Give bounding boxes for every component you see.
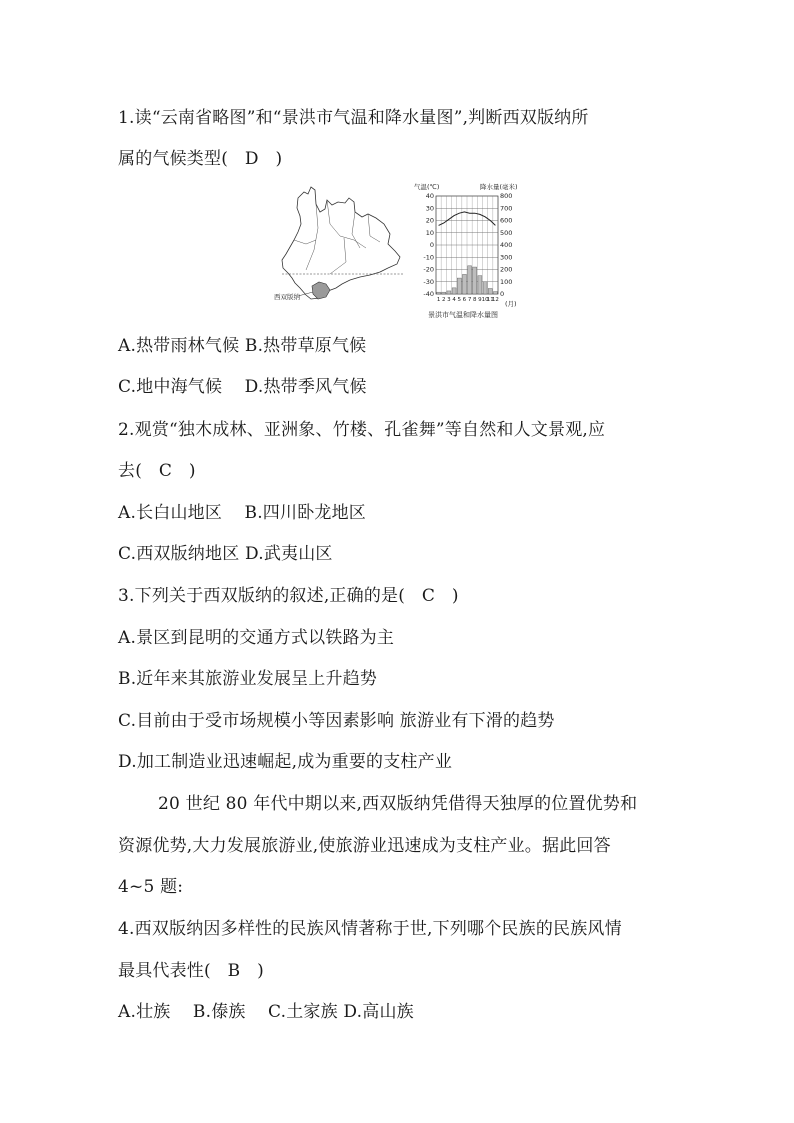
right-tick-label: 200	[500, 265, 513, 274]
yunnan-internal-borders	[294, 200, 380, 274]
left-tick-label: -30	[423, 277, 434, 286]
precipitation-bar	[457, 278, 461, 294]
left-axis-label: 气温(℃)	[414, 183, 440, 191]
left-tick-label: 10	[425, 228, 434, 237]
month-tick-label: 8	[473, 297, 477, 303]
passage-line1: 20 世纪 80 年代中期以来,西双版纳凭借得天独厚的位置优势和	[158, 794, 638, 814]
right-axis-label: 降水量(毫米)	[480, 183, 518, 191]
left-tick-label: -10	[423, 253, 434, 262]
q2-stem-line1: 2.观赏“独木成林、亚洲象、竹楼、孔雀舞”等自然和人文景观,应	[118, 420, 606, 440]
month-tick-label: 6	[462, 297, 467, 303]
q4-stem-line1: 4.西双版纳因多样性的民族风情著称于世,下列哪个民族的民族风情	[118, 919, 622, 939]
left-tick-label: 30	[425, 204, 434, 213]
precipitation-bar	[437, 292, 441, 294]
left-tick-label: -40	[423, 290, 434, 298]
precipitation-bar	[473, 267, 477, 294]
q2-options-line2: C.西双版纳地区 D.武夷山区	[118, 544, 333, 564]
q1-stem-line2: 属的气候类型( D )	[118, 149, 283, 169]
right-tick-label: 100	[500, 277, 513, 286]
q2-stem-line2: 去( C )	[118, 461, 196, 481]
q3-option-b: B.近年来其旅游业发展呈上升趋势	[118, 669, 378, 689]
month-tick-label: 12	[491, 297, 499, 303]
yunnan-map-and-climate-chart	[270, 178, 535, 324]
left-tick-label: 20	[425, 216, 434, 225]
precipitation-bar	[468, 266, 472, 294]
precipitation-bar	[488, 288, 492, 294]
month-tick-labels	[437, 297, 499, 303]
q4-options: A.壮族 B.傣族 C.土家族 D.高山族	[118, 1002, 414, 1022]
q3-stem: 3.下列关于西双版纳的叙述,正确的是( C )	[118, 586, 459, 606]
month-tick-label: 3	[447, 297, 451, 303]
passage-line3: 4~5 题:	[118, 877, 184, 897]
left-tick-label: 0	[429, 241, 434, 249]
chart-title: 景洪市气温和降水量图	[428, 311, 498, 319]
passage-line2: 资源优势,大力发展旅游业,使旅游业迅速成为支柱产业。据此回答	[118, 836, 611, 856]
q1-options-line1: A.热带雨林气候 B.热带草原气候	[118, 336, 367, 356]
q1-options-line2: C.地中海气候 D.热带季风气候	[118, 377, 367, 397]
month-tick-label: 10	[481, 297, 489, 303]
month-tick-label: 4	[452, 297, 456, 303]
left-tick-labels	[423, 192, 434, 298]
xishuangbanna-label: 西双版纳	[274, 293, 300, 301]
precipitation-bar	[478, 276, 482, 294]
right-tick-label: 500	[500, 228, 513, 237]
q3-option-a: A.景区到昆明的交通方式以铁路为主	[118, 628, 395, 648]
left-tick-label: 40	[425, 192, 434, 200]
month-tick-label: 5	[457, 297, 461, 303]
yunnan-map	[274, 187, 404, 301]
precipitation-bar	[442, 292, 446, 294]
q4-stem-line2: 最具代表性( B )	[118, 961, 264, 981]
month-tick-label: 7	[467, 297, 472, 303]
q1-figure	[270, 178, 535, 324]
right-tick-label: 400	[500, 241, 513, 249]
precipitation-bar	[452, 288, 456, 294]
q3-option-c: C.目前由于受市场规模小等因素影响 旅游业有下滑的趋势	[118, 711, 555, 731]
left-tick-label: -20	[423, 265, 434, 274]
month-unit: (月)	[505, 300, 517, 308]
right-tick-label: 800	[500, 192, 513, 200]
month-tick-label: 2	[442, 297, 446, 303]
month-tick-label: 9	[478, 297, 482, 303]
climate-chart	[414, 182, 518, 319]
q3-option-d: D.加工制造业迅速崛起,成为重要的支柱产业	[118, 752, 453, 772]
precipitation-bar	[493, 292, 497, 294]
right-tick-label: 300	[500, 253, 513, 262]
xishuangbanna-region	[312, 282, 330, 299]
right-tick-labels	[500, 192, 512, 298]
q1-stem-line1: 1.读“云南省略图”和“景洪市气温和降水量图”,判断西双版纳所	[118, 108, 589, 128]
right-tick-label: 0	[500, 290, 505, 298]
right-tick-label: 700	[500, 204, 513, 213]
precipitation-bar	[483, 282, 487, 294]
yunnan-outline	[282, 187, 400, 299]
chart-grid	[436, 196, 498, 294]
precipitation-bar	[462, 274, 466, 294]
q2-options-line1: A.长白山地区 B.四川卧龙地区	[118, 503, 366, 523]
right-tick-label: 600	[500, 216, 513, 225]
precipitation-bar	[447, 291, 451, 294]
month-tick-label: 11	[486, 297, 494, 303]
month-tick-label: 1	[436, 297, 441, 303]
